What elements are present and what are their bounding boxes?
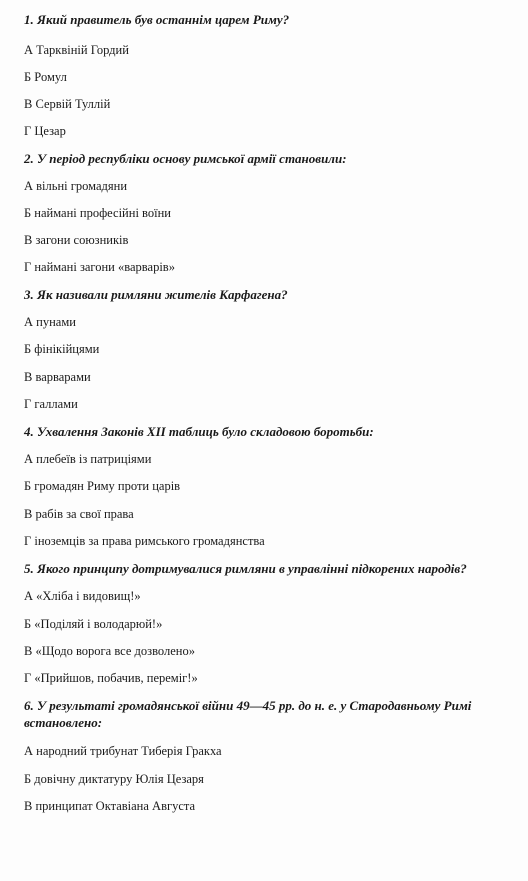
question-6-title: 6. У результаті громадянської війни 49—45 рр. до н. е. у Стародавньому Римі встановлено: bbox=[24, 698, 472, 730]
question-4-title: 4. Ухвалення Законів XII таблиць було складовою боротьби: bbox=[24, 424, 374, 439]
question-2-title: 2. У період республіки основу римської армії становили: bbox=[24, 151, 347, 166]
question-1-option-c: В Сервій Туллій bbox=[24, 97, 111, 111]
question-5-option-a: А «Хліба і видовищ!» bbox=[24, 589, 141, 603]
question-6-option-c: В принципат Октавіана Августа bbox=[24, 799, 196, 813]
question-2-option-a: А вільні громадяни bbox=[24, 179, 128, 193]
question-4-option-c: В рабів за свої права bbox=[24, 507, 134, 521]
question-3-option-a: А пунами bbox=[24, 315, 76, 329]
question-2-option-b: Б наймані професійні воїни bbox=[24, 206, 171, 220]
question-4-option-d: Г іноземців за права римського громадянства bbox=[24, 534, 265, 548]
question-3-option-b: Б фінікійцями bbox=[24, 342, 100, 356]
question-5-option-d: Г «Прийшов, побачив, переміг!» bbox=[24, 671, 198, 685]
question-4-option-b: Б громадян Риму проти царів bbox=[24, 479, 181, 493]
question-1-title: 1. Який правитель був останнім царем Риму? bbox=[24, 12, 290, 27]
question-5-option-c: В «Щодо ворога все дозволено» bbox=[24, 644, 195, 658]
question-1-option-d: Г Цезар bbox=[24, 124, 66, 138]
question-2-option-c: В загони союзників bbox=[24, 233, 129, 247]
question-2-option-d: Г наймані загони «варварів» bbox=[24, 260, 175, 274]
question-5-title: 5. Якого принципу дотримувалися римляни в управлінні підкорених народів? bbox=[24, 561, 467, 576]
question-6-option-a: А народний трибунат Тиберія Гракха bbox=[24, 744, 222, 758]
question-3-title: 3. Як називали римляни жителів Карфагена? bbox=[24, 287, 288, 302]
question-3-option-d: Г галлами bbox=[24, 397, 78, 411]
question-3-option-c: В варварами bbox=[24, 370, 91, 384]
question-4-option-a: А плебеїв із патриціями bbox=[24, 452, 152, 466]
question-1-option-a: А Тарквіній Гордий bbox=[24, 43, 129, 57]
question-1-option-b: Б Ромул bbox=[24, 70, 67, 84]
question-5-option-b: Б «Поділяй і володарюй!» bbox=[24, 617, 163, 631]
question-6-option-b: Б довічну диктатуру Юлія Цезаря bbox=[24, 772, 204, 786]
